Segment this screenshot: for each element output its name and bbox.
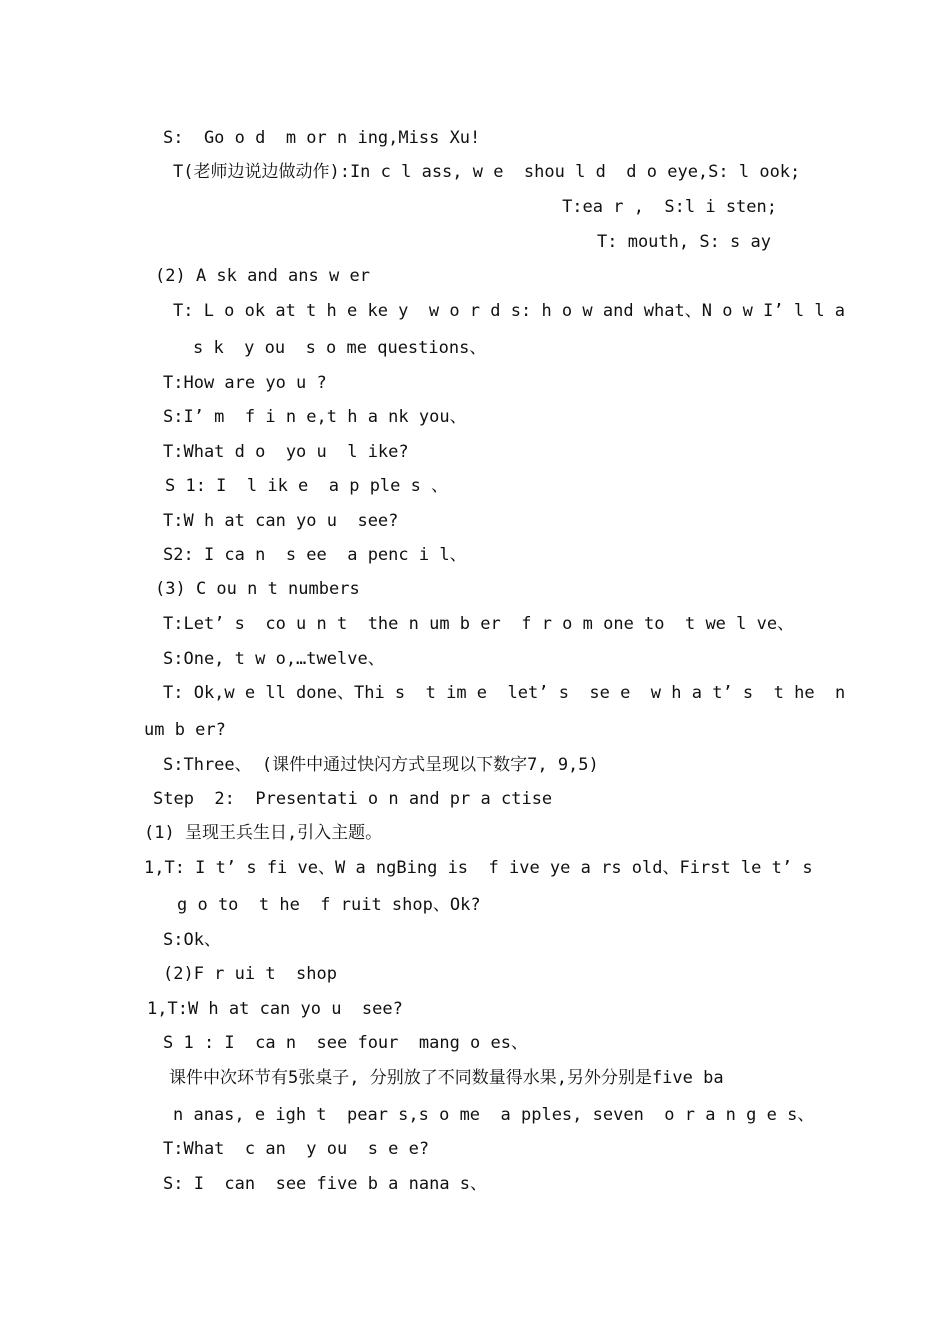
text-line: T:W h at can yo u see? [163,511,399,531]
text-line: S 1: I l ik e a p ple s 、 [165,476,449,496]
text-line: S:One, t w o,…twelve、 [163,649,385,669]
text-line: S: I can see five b a nana s、 [163,1174,488,1194]
text-line: T:What d o yo u l ike? [163,442,409,462]
text-line: S: Go o d m or n ing,Miss Xu! [163,128,481,148]
text-line: T: mouth, S: s ay [597,232,771,252]
text-line: T:Let’ s co u n t the n um b er f r o m one to t we l ve、 [163,614,795,634]
text-line: T(老师边说边做动作):In c l ass, w e shou l d d o eye,S: l ook; [173,162,801,182]
text-line: S:Three、 (课件中通过快闪方式呈现以下数字7, 9,5) [163,755,599,775]
text-line: 1,T:W h at can yo u see? [147,999,403,1019]
text-line: S:I’ m f i n e,t h a nk you、 [163,407,467,427]
text-line: S 1 : I ca n see four mang o es、 [163,1033,528,1053]
text-line: S:Ok、 [163,930,221,950]
section-heading: (2) A sk and ans w er [155,266,370,286]
section-heading: (2)F r ui t shop [163,964,337,984]
text-line: um b er? [144,720,226,740]
text-line: T:ea r , S:l i sten; [562,197,777,217]
step-heading: Step 2: Presentati o n and pr a ctise [153,789,553,809]
text-line: g o to t he f ruit shop、Ok? [177,895,481,915]
text-line: T:What c an y ou s e e? [163,1139,430,1159]
text-line: T: Ok,w e ll done、Thi s t im e let’ s se e w h a t’ s t he n [163,683,846,703]
text-line: n anas, e igh t pear s,s o me a pples, seven o r a n g e s、 [173,1105,815,1125]
text-line: 课件中次环节有5张桌子, 分别放了不同数量得水果,另外分别是five ba [169,1068,724,1088]
text-line: S2: I ca n s ee a penc i l、 [163,545,467,565]
text-line: s k y ou s o me questions、 [193,338,487,358]
text-line: T: L o ok at t h e ke y w o r d s: h o w and what、N o w I’ l l a [173,301,846,321]
section-heading: (3) C ou n t numbers [155,579,360,599]
section-heading: (1) 呈现王兵生日,引入主题。 [144,823,383,843]
text-line: T:How are yo u ? [163,373,327,393]
text-line: 1,T: I t’ s fi ve、W a ngBing is f ive ye a rs old、First le t’ s [144,858,813,878]
